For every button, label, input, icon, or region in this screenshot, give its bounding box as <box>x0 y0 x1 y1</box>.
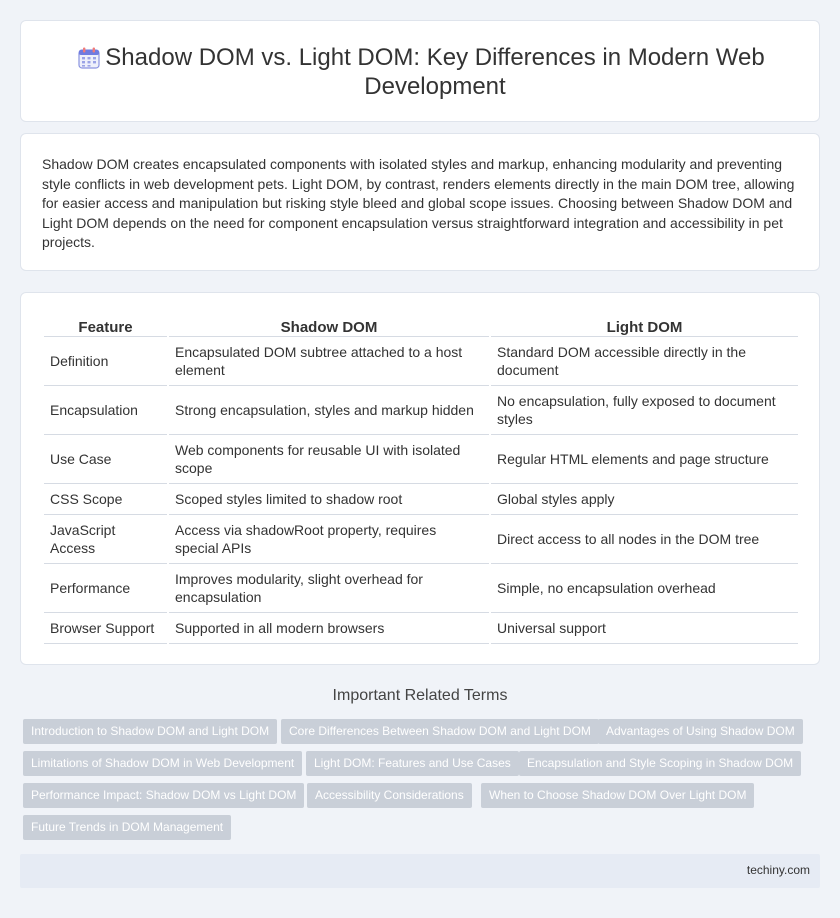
related-term-tag[interactable]: Introduction to Shadow DOM and Light DOM <box>23 719 277 744</box>
related-term-tag[interactable]: Performance Impact: Shadow DOM vs Light DOM <box>23 783 304 808</box>
related-term-tag[interactable]: When to Choose Shadow DOM Over Light DOM <box>481 783 754 808</box>
intro-card <box>20 133 820 271</box>
row-feature: CSS Scope <box>44 484 167 515</box>
related-term-tag[interactable]: Encapsulation and Style Scoping in Shadow DOM <box>519 751 801 776</box>
row-shadow-dom: Improves modularity, slight overhead for encapsulation <box>169 564 489 613</box>
table-row <box>44 435 798 484</box>
row-shadow-dom: Encapsulated DOM subtree attached to a host element <box>169 337 489 386</box>
column-header-shadow-dom: Shadow DOM <box>169 315 489 337</box>
table-row <box>44 515 798 564</box>
row-feature: JavaScript Access <box>44 515 167 564</box>
related-terms-heading: Important Related Terms <box>332 687 508 704</box>
row-feature: Use Case <box>44 435 167 484</box>
column-header-light-dom: Light DOM <box>491 315 798 337</box>
related-term-tag[interactable]: Light DOM: Features and Use Cases <box>306 751 519 776</box>
row-feature: Browser Support <box>44 613 167 644</box>
row-light-dom: Direct access to all nodes in the DOM tree <box>491 515 798 564</box>
table-row <box>44 613 798 644</box>
row-light-dom: No encapsulation, fully exposed to document styles <box>491 386 798 435</box>
table-row <box>44 564 798 613</box>
table-row <box>44 337 798 386</box>
row-light-dom: Regular HTML elements and page structure <box>491 435 798 484</box>
intro-paragraph: Shadow DOM creates encapsulated components with isolated styles and markup, enhancing modularity and preventing style conflicts in web development pets. Light DOM, by contrast, renders elements directly in the main DOM tree, allowing for easier access and manipulation but risking style bleed and global scope issues. Choosing between Shadow DOM and Light DOM depends on the need for component encapsulation versus straightforward integration and accessibility in pet projects. <box>42 156 795 251</box>
comparison-table <box>42 315 800 644</box>
row-shadow-dom: Web components for reusable UI with isolated scope <box>169 435 489 484</box>
page-title: Shadow DOM vs. Light DOM: Key Differences in Modern Web Development <box>105 44 765 100</box>
table-row <box>44 484 798 515</box>
row-shadow-dom: Access via shadowRoot property, requires special APIs <box>169 515 489 564</box>
related-term-tag[interactable]: Advantages of Using Shadow DOM <box>598 719 803 744</box>
footer-site-name[interactable]: techiny.com <box>746 863 810 877</box>
row-light-dom: Simple, no encapsulation overhead <box>491 564 798 613</box>
row-shadow-dom: Supported in all modern browsers <box>169 613 489 644</box>
footer <box>20 854 820 888</box>
column-header-feature: Feature <box>44 315 167 337</box>
comparison-table-card <box>20 292 820 665</box>
related-term-tag[interactable]: Accessibility Considerations <box>307 783 472 808</box>
row-light-dom: Universal support <box>491 613 798 644</box>
related-term-tag[interactable]: Core Differences Between Shadow DOM and Light DOM <box>281 719 599 744</box>
row-shadow-dom: Strong encapsulation, styles and markup hidden <box>169 386 489 435</box>
related-term-tag[interactable]: Limitations of Shadow DOM in Web Development <box>23 751 302 776</box>
row-light-dom: Global styles apply <box>491 484 798 515</box>
table-row <box>44 386 798 435</box>
header-card <box>20 20 820 122</box>
row-feature: Definition <box>44 337 167 386</box>
related-term-tag[interactable]: Future Trends in DOM Management <box>23 815 231 840</box>
row-shadow-dom: Scoped styles limited to shadow root <box>169 484 489 515</box>
row-light-dom: Standard DOM accessible directly in the document <box>491 337 798 386</box>
row-feature: Performance <box>44 564 167 613</box>
row-feature: Encapsulation <box>44 386 167 435</box>
table-header-row <box>44 315 798 337</box>
